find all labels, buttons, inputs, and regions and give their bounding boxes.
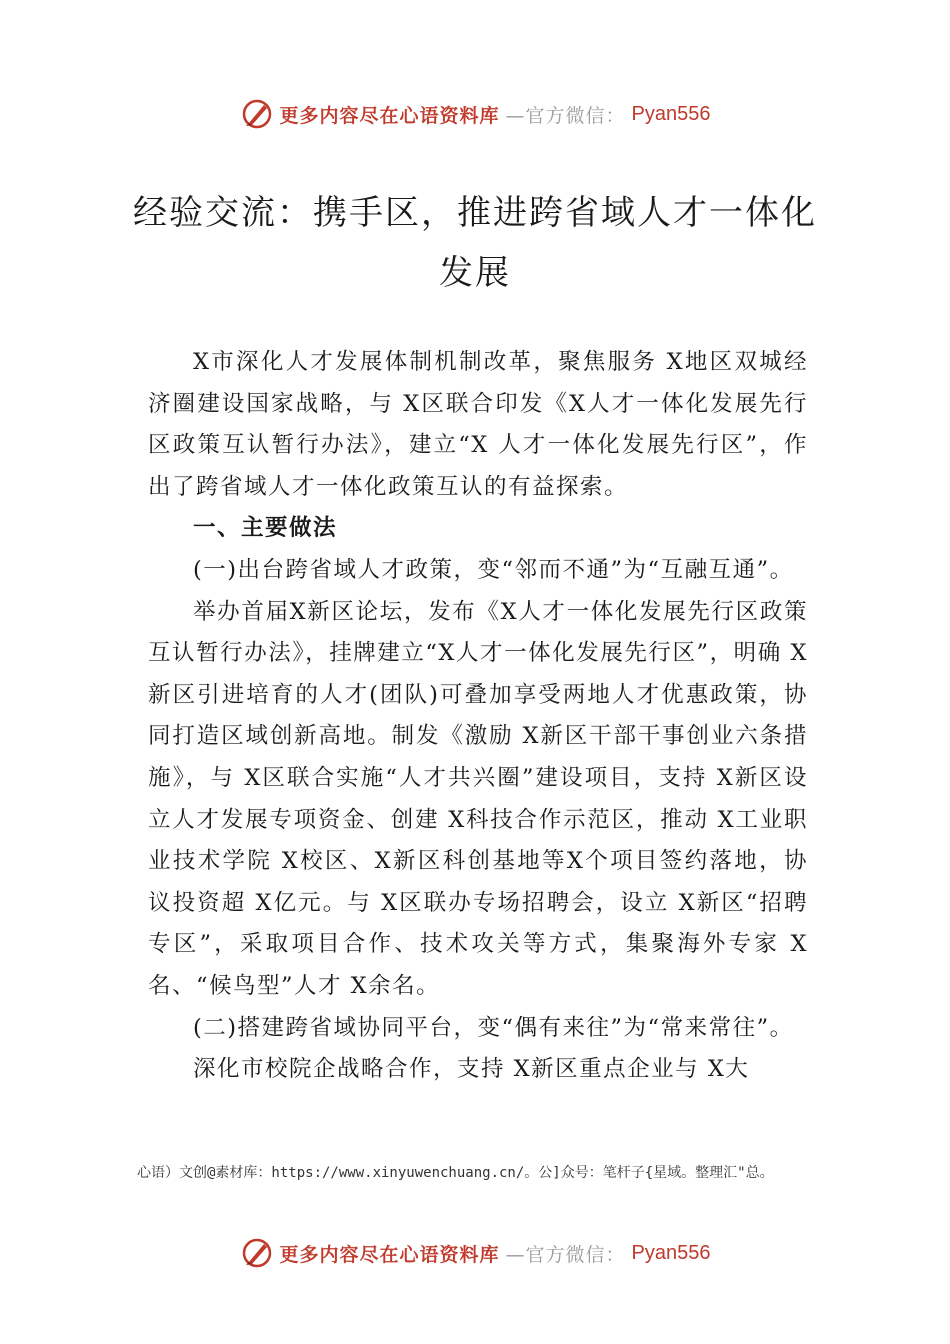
banner-separator-text: —官方微信： [505, 104, 626, 127]
body-paragraph: 举办首届X新区论坛，发布《X人才一体化发展先行区政策互认暂行办法》，挂牌建立“X人才一体化发展先行区”，明确 X新区引进培育的人才(团队)可叠加享受两地人才优惠政策，协同打造区域创新高地。制发《激励 X新区干部干事创业六条措施》，与 X区联合实施“人才共兴圈”建设项目，支持 X新区设立人才发展专项资金、创建 X科技合作示范区，推动 X工业职业技术学院 X校区、X新区科创基地等X个项目签约落地，协议投资超 X亿元。与 X区联办专场招聘会，设立 X新区“招聘专区”，采取项目合作、技术攻关等方式，集聚海外专家 X名、“候鸟型”人才 X余名。 [148, 598, 808, 999]
banner-wechat-id: Pyan556 [631, 102, 711, 125]
document-title: 经验交流：携手区，推进跨省域人才一体化发展 [133, 193, 817, 293]
footer-banner [0, 1233, 950, 1273]
body-paragraph: 深化市校院企战略合作，支持 X新区重点企业与 X大 [193, 1056, 750, 1083]
banner-main-text: 更多内容尽在心语资料库 [279, 104, 500, 127]
header-banner [0, 94, 950, 134]
pen-circle-logo-icon [240, 1236, 274, 1270]
footer-source-note: 心语）文创@素材库：https://www.xinyuwenchuang.cn/。公]众号：笔杆子{星域。整理汇"总。 [137, 1165, 774, 1181]
banner-main-text: 更多内容尽在心语资料库 [279, 1243, 500, 1266]
banner-wechat-id: Pyan556 [631, 1241, 711, 1264]
banner-separator-text: —官方微信： [505, 1243, 626, 1266]
pen-circle-logo-icon [240, 97, 274, 131]
document-body [148, 342, 808, 1091]
subsection-heading: (一)出台跨省域人才政策，变“邻而不通”为“互融互通”。 [193, 556, 794, 583]
subsection-heading: (二)搭建跨省域协同平台，变“偶有来往”为“常来常往”。 [193, 1014, 794, 1041]
intro-paragraph: X市深化人才发展体制机制改革，聚焦服务 X地区双城经济圈建设国家战略，与 X区联合印发《X人才一体化发展先行区政策互认暂行办法》，建立“X 人才一体化发展先行区”，作出了跨省域人才一体化政策互认的有益探索。 [148, 349, 808, 500]
section-heading: 一、主要做法 [193, 515, 338, 542]
